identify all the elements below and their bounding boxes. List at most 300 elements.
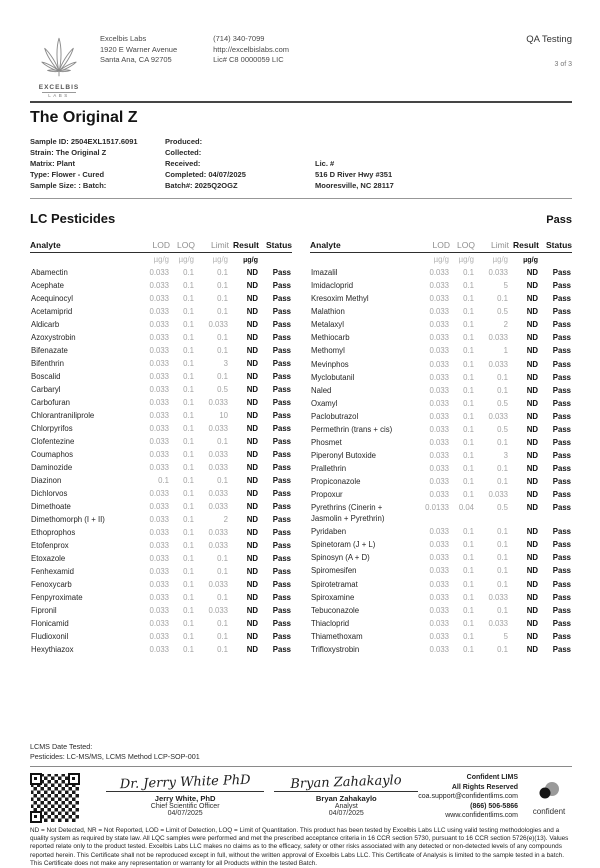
analyte-name: Phosmet bbox=[311, 437, 342, 447]
signer-title: Analyst bbox=[334, 803, 358, 810]
lod-value: 0.033 bbox=[149, 268, 169, 277]
limit-value: 0.033 bbox=[208, 463, 228, 472]
loq-value: 0.1 bbox=[183, 346, 194, 355]
loq-value: 0.1 bbox=[183, 294, 194, 303]
limit-value: 0.1 bbox=[497, 644, 508, 654]
col-header-result: Result bbox=[509, 240, 539, 253]
col-header-result: Result bbox=[229, 240, 259, 253]
result-value: ND bbox=[246, 411, 258, 420]
status-value: Pass bbox=[272, 333, 291, 342]
sample-info-col1 bbox=[30, 136, 165, 191]
status-value: Pass bbox=[552, 320, 571, 330]
lod-value: 0.033 bbox=[429, 553, 449, 563]
lims-email: coa.support@confidentlims.com bbox=[418, 793, 518, 800]
analyte-name: Diazinon bbox=[31, 476, 62, 485]
signature-script-cso: Dr. Jerry White PhD bbox=[119, 772, 251, 793]
loq-value: 0.1 bbox=[463, 294, 474, 304]
limit-value: 0.033 bbox=[488, 490, 508, 500]
result-value: ND bbox=[246, 515, 258, 524]
status-value: Pass bbox=[272, 463, 291, 472]
lod-value: 0.033 bbox=[149, 346, 169, 355]
lod-value: 0.033 bbox=[149, 515, 169, 524]
table-row bbox=[310, 279, 572, 292]
excelbis-logo bbox=[30, 34, 88, 98]
limit-value: 0.1 bbox=[217, 476, 228, 485]
loq-value: 0.1 bbox=[463, 490, 474, 500]
loq-value: 0.1 bbox=[463, 268, 474, 278]
lod-value: 0.033 bbox=[429, 268, 449, 278]
result-value: ND bbox=[526, 464, 538, 473]
status-value: Pass bbox=[552, 592, 571, 602]
table-row bbox=[30, 305, 292, 318]
result-value: ND bbox=[246, 398, 258, 407]
loq-value: 0.1 bbox=[463, 605, 474, 615]
table-row bbox=[310, 397, 572, 410]
analyte-name: Acequinocyl bbox=[31, 294, 74, 303]
limit-value: 0.1 bbox=[217, 567, 228, 576]
loq-value: 0.04 bbox=[458, 503, 474, 513]
lod-value: 0.033 bbox=[149, 632, 169, 641]
lims-name: Confident LIMS bbox=[466, 774, 518, 781]
signature-script-analyst: Bryan Zahakaylo bbox=[290, 773, 403, 792]
status-value: Pass bbox=[552, 490, 571, 500]
result-value: ND bbox=[526, 450, 538, 460]
result-value: ND bbox=[526, 424, 538, 434]
limit-value: 0.1 bbox=[217, 307, 228, 316]
limit-value: 0.1 bbox=[497, 294, 508, 304]
limit-value: 0.1 bbox=[497, 464, 508, 473]
limit-value: 0.033 bbox=[208, 320, 228, 329]
table-row bbox=[310, 525, 572, 538]
result-value: ND bbox=[246, 307, 258, 316]
analyte-name: Methiocarb bbox=[311, 333, 350, 343]
lod-value: 0.033 bbox=[149, 593, 169, 602]
limit-value: 0.033 bbox=[208, 606, 228, 615]
status-value: Pass bbox=[272, 502, 291, 511]
lod-value: 0.033 bbox=[429, 464, 449, 473]
status-value: Pass bbox=[552, 503, 571, 513]
analyte-name: Propiconazole bbox=[311, 477, 361, 487]
footer-divider bbox=[30, 766, 572, 767]
result-value: ND bbox=[526, 411, 538, 421]
limit-value: 0.033 bbox=[488, 592, 508, 602]
table-row bbox=[310, 305, 572, 318]
analyte-name: Fipronil bbox=[31, 606, 57, 615]
lod-value: 0.033 bbox=[149, 320, 169, 329]
table-row bbox=[310, 564, 572, 577]
limit-value: 2 bbox=[503, 320, 508, 330]
table-row bbox=[310, 410, 572, 423]
unit-loq: µg/g bbox=[178, 255, 194, 264]
spacer-line bbox=[315, 147, 572, 158]
analyte-name: Carbofuran bbox=[31, 398, 71, 407]
limit-value: 1 bbox=[503, 346, 508, 356]
table-row bbox=[30, 604, 292, 617]
table-row bbox=[30, 552, 292, 565]
table-row bbox=[30, 396, 292, 409]
result-value: ND bbox=[526, 553, 538, 563]
limit-value: 0.033 bbox=[208, 489, 228, 498]
signer-name: Jerry White, PhD bbox=[154, 794, 216, 803]
status-value: Pass bbox=[552, 553, 571, 563]
result-value: ND bbox=[526, 527, 538, 537]
analyte-name: Tebuconazole bbox=[311, 605, 360, 615]
loq-value: 0.1 bbox=[183, 476, 194, 485]
analyte-table-right bbox=[310, 240, 572, 656]
result-value: ND bbox=[246, 346, 258, 355]
method-block bbox=[30, 742, 572, 761]
loq-value: 0.1 bbox=[183, 372, 194, 381]
status-value: Pass bbox=[272, 320, 291, 329]
limit-value: 0.1 bbox=[217, 632, 228, 641]
status-value: Pass bbox=[552, 398, 571, 408]
col-header-loq: LOQ bbox=[450, 240, 475, 253]
result-value: ND bbox=[246, 593, 258, 602]
status-value: Pass bbox=[552, 424, 571, 434]
sample-id: Sample ID: 2504EXL1517.6091 bbox=[30, 137, 138, 146]
limit-value: 0.5 bbox=[497, 424, 508, 434]
limit-value: 0.1 bbox=[217, 372, 228, 381]
limit-value: 0.5 bbox=[497, 503, 508, 513]
limit-value: 0.1 bbox=[217, 437, 228, 446]
table-row bbox=[30, 383, 292, 396]
limit-value: 0.1 bbox=[497, 566, 508, 576]
status-value: Pass bbox=[272, 476, 291, 485]
confident-wordmark: confident bbox=[532, 807, 566, 816]
spacer-line bbox=[315, 136, 572, 147]
table-row bbox=[310, 423, 572, 436]
result-value: ND bbox=[246, 437, 258, 446]
lab-address-line1: 1920 E Warner Avenue bbox=[100, 44, 178, 54]
analyte-name: Myclobutanil bbox=[311, 372, 355, 382]
table-row bbox=[310, 578, 572, 591]
table-row bbox=[30, 409, 292, 422]
result-value: ND bbox=[526, 605, 538, 615]
table-row bbox=[310, 462, 572, 475]
limit-value: 5 bbox=[503, 631, 508, 641]
table-row bbox=[30, 526, 292, 539]
limit-value: 0.033 bbox=[208, 502, 228, 511]
table-row bbox=[30, 513, 292, 526]
status-value: Pass bbox=[272, 554, 291, 563]
qr-finder-icon bbox=[30, 773, 42, 785]
analyte-name: Naled bbox=[311, 385, 332, 395]
col-header-analyte: Analyte bbox=[310, 240, 414, 253]
status-value: Pass bbox=[272, 411, 291, 420]
unit-loq: µg/g bbox=[458, 255, 474, 264]
collected: Collected: bbox=[165, 148, 202, 157]
status-value: Pass bbox=[272, 593, 291, 602]
result-value: ND bbox=[526, 268, 538, 278]
completed: Completed: 04/07/2025 bbox=[165, 170, 246, 179]
table-header bbox=[30, 240, 292, 253]
sample-info-divider bbox=[30, 198, 572, 199]
analyte-name: Permethrin (trans + cis) bbox=[311, 424, 393, 434]
analyte-name: Chlorantraniliprole bbox=[31, 411, 95, 420]
table-row bbox=[30, 292, 292, 305]
result-value: ND bbox=[526, 398, 538, 408]
result-value: ND bbox=[526, 618, 538, 628]
table-row bbox=[30, 357, 292, 370]
limit-value: 3 bbox=[223, 359, 228, 368]
lod-value: 0.033 bbox=[149, 606, 169, 615]
result-value: ND bbox=[246, 281, 258, 290]
result-value: ND bbox=[526, 490, 538, 500]
status-value: Pass bbox=[272, 619, 291, 628]
analyte-name: Clofentezine bbox=[31, 437, 75, 446]
section-title: LC Pesticides bbox=[30, 211, 116, 226]
lod-value: 0.033 bbox=[149, 424, 169, 433]
status-value: Pass bbox=[552, 307, 571, 317]
table-row bbox=[310, 630, 572, 643]
limit-value: 0.033 bbox=[488, 411, 508, 421]
status-value: Pass bbox=[272, 645, 291, 654]
table-row bbox=[310, 371, 572, 384]
status-value: Pass bbox=[272, 580, 291, 589]
analyte-name: Coumaphos bbox=[31, 450, 74, 459]
analyte-name: Methomyl bbox=[311, 346, 345, 356]
table-row bbox=[310, 292, 572, 305]
table-row bbox=[310, 538, 572, 551]
analyte-name: Thiacloprid bbox=[311, 618, 350, 628]
result-value: ND bbox=[246, 632, 258, 641]
limit-value: 0.5 bbox=[497, 307, 508, 317]
loq-value: 0.1 bbox=[463, 398, 474, 408]
limit-value: 0.1 bbox=[217, 281, 228, 290]
sample-info-col3 bbox=[315, 136, 572, 191]
lims-block bbox=[418, 773, 518, 821]
unit-blank bbox=[539, 253, 572, 267]
lab-license: Lic# C8 0000059 LIC bbox=[213, 55, 284, 64]
table-row bbox=[310, 643, 572, 656]
result-value: ND bbox=[526, 566, 538, 576]
status-value: Pass bbox=[272, 515, 291, 524]
result-value: ND bbox=[526, 579, 538, 589]
status-value: Pass bbox=[552, 540, 571, 550]
limit-value: 0.1 bbox=[217, 619, 228, 628]
result-value: ND bbox=[526, 281, 538, 291]
loq-value: 0.1 bbox=[463, 281, 474, 291]
analyte-name: Bifenazate bbox=[31, 346, 68, 355]
lcms-date-tested-label: LCMS Date Tested: bbox=[30, 742, 93, 751]
lod-value: 0.033 bbox=[149, 450, 169, 459]
limit-value: 3 bbox=[503, 450, 508, 460]
table-row bbox=[30, 370, 292, 383]
loq-value: 0.1 bbox=[463, 437, 474, 447]
table-row bbox=[310, 344, 572, 357]
loq-value: 0.1 bbox=[463, 450, 474, 460]
disclaimer-text: ND = Not Detected, NR = Not Reported, LOD = Limit of Detection, LOQ = Limit of Quantitation. This product has been tested by Excelbis Labs LLC using valid testing methodologies and a quality system as required by state law. All LQC samples were performed and met the prescribed acceptance criteria in 16 CCR section 5730, pursuant to 16 CCR section 5726(e)(13). Values reported relate only to the product tested. Excelbis Labs LLC makes no claims as to the efficacy, safety or other risks associated with any detected or non-detected levels of any compounds reported herein. This Certificate shall not be reproduced except in full, without the written approval of Excelbis Labs LLC. This Certificate of Analysis is limited to the sample tested in a batch. This Certificate does not make any representation or warranty for all Products within the tested Batch. bbox=[30, 827, 569, 867]
limit-value: 0.033 bbox=[488, 618, 508, 628]
status-value: Pass bbox=[552, 566, 571, 576]
lab-address-line2: Santa Ana, CA 92705 bbox=[100, 55, 172, 64]
loq-value: 0.1 bbox=[183, 489, 194, 498]
result-value: ND bbox=[526, 437, 538, 447]
limit-value: 0.1 bbox=[497, 437, 508, 447]
loq-value: 0.1 bbox=[183, 268, 194, 277]
result-value: ND bbox=[526, 503, 538, 513]
loq-value: 0.1 bbox=[183, 502, 194, 511]
loq-value: 0.1 bbox=[463, 579, 474, 589]
lod-value: 0.033 bbox=[149, 502, 169, 511]
table-row bbox=[30, 474, 292, 487]
lab-website: http://excelbislabs.com bbox=[213, 44, 290, 54]
analyte-name: Boscalid bbox=[31, 372, 61, 381]
status-value: Pass bbox=[272, 307, 291, 316]
status-value: Pass bbox=[552, 411, 571, 421]
status-value: Pass bbox=[552, 372, 571, 382]
table-row bbox=[30, 318, 292, 331]
analyte-name: Spinetoram (J + L) bbox=[311, 540, 376, 550]
loq-value: 0.1 bbox=[183, 333, 194, 342]
status-value: Pass bbox=[552, 464, 571, 473]
loq-value: 0.1 bbox=[183, 645, 194, 654]
status-value: Pass bbox=[272, 359, 291, 368]
pesticides-tables bbox=[30, 240, 572, 656]
confident-logo bbox=[526, 781, 572, 816]
analyte-name: Piperonyl Butoxide bbox=[311, 450, 377, 460]
limit-value: 0.1 bbox=[217, 645, 228, 654]
status-value: Pass bbox=[272, 385, 291, 394]
table-row bbox=[310, 475, 572, 488]
limit-value: 0.033 bbox=[208, 580, 228, 589]
result-value: ND bbox=[246, 463, 258, 472]
limit-value: 0.1 bbox=[497, 605, 508, 615]
lod-value: 0.033 bbox=[429, 540, 449, 550]
lod-value: 0.033 bbox=[429, 398, 449, 408]
lims-website: www.confidentlims.com bbox=[445, 812, 518, 819]
result-value: ND bbox=[246, 359, 258, 368]
lod-value: 0.033 bbox=[429, 566, 449, 576]
section-head bbox=[30, 211, 572, 226]
limit-value: 0.1 bbox=[497, 385, 508, 395]
lab-name: Excelbis Labs bbox=[100, 34, 147, 43]
lod-value: 0.033 bbox=[429, 411, 449, 421]
analyte-name: Azoxystrobin bbox=[31, 333, 76, 342]
result-value: ND bbox=[246, 268, 258, 277]
table-row bbox=[30, 565, 292, 578]
col-header-lod: LOD bbox=[414, 240, 450, 253]
status-value: Pass bbox=[552, 294, 571, 304]
lod-value: 0.033 bbox=[149, 411, 169, 420]
page-title: The Original Z bbox=[30, 109, 138, 126]
sample-info-col2 bbox=[165, 136, 315, 191]
status-value: Pass bbox=[272, 567, 291, 576]
lod-value: 0.033 bbox=[429, 592, 449, 602]
loq-value: 0.1 bbox=[463, 307, 474, 317]
analyte-name: Dimethoate bbox=[31, 502, 71, 511]
loq-value: 0.1 bbox=[183, 580, 194, 589]
status-value: Pass bbox=[552, 631, 571, 641]
table-row bbox=[310, 358, 572, 371]
result-value: ND bbox=[246, 528, 258, 537]
analyte-name: Abamectin bbox=[31, 268, 68, 277]
analyte-name: Bifenthrin bbox=[31, 359, 64, 368]
result-value: ND bbox=[526, 644, 538, 654]
status-value: Pass bbox=[272, 528, 291, 537]
status-value: Pass bbox=[552, 359, 571, 369]
unit-blank bbox=[259, 253, 292, 267]
col-header-lod: LOD bbox=[134, 240, 170, 253]
unit-blank bbox=[310, 253, 414, 267]
lcms-method-line: Pesticides: LC-MS/MS, LCMS Method LCP-SOP-001 bbox=[30, 751, 200, 761]
loq-value: 0.1 bbox=[183, 554, 194, 563]
analyte-name: Imazalil bbox=[311, 268, 338, 278]
analyte-name: Carbaryl bbox=[31, 385, 61, 394]
table-row bbox=[30, 422, 292, 435]
col-header-analyte: Analyte bbox=[30, 240, 134, 253]
signer-name: Bryan Zahakaylo bbox=[315, 794, 377, 803]
qr-code bbox=[30, 773, 80, 823]
unit-limit: µg/g bbox=[492, 255, 508, 264]
loq-value: 0.1 bbox=[183, 463, 194, 472]
analyte-name: Oxamyl bbox=[311, 398, 338, 408]
result-value: ND bbox=[246, 476, 258, 485]
result-value: ND bbox=[246, 294, 258, 303]
analyte-name: Kresoxim Methyl bbox=[311, 294, 369, 304]
lod-value: 0.033 bbox=[429, 281, 449, 291]
loq-value: 0.1 bbox=[183, 398, 194, 407]
result-value: ND bbox=[526, 477, 538, 487]
status-value: Pass bbox=[552, 450, 571, 460]
lod-value: 0.033 bbox=[429, 618, 449, 628]
loq-value: 0.1 bbox=[183, 281, 194, 290]
unit-lod: µg/g bbox=[153, 255, 169, 264]
analyte-name: Spinosyn (A + D) bbox=[311, 553, 370, 563]
table-row bbox=[310, 384, 572, 397]
lod-value: 0.0133 bbox=[425, 503, 449, 513]
col-header-limit: Limit bbox=[195, 240, 229, 253]
loq-value: 0.1 bbox=[463, 333, 474, 343]
analyte-name: Mevinphos bbox=[311, 359, 349, 369]
loq-value: 0.1 bbox=[183, 320, 194, 329]
status-value: Pass bbox=[552, 605, 571, 615]
lod-value: 0.033 bbox=[149, 489, 169, 498]
lims-phone: (866) 506-5866 bbox=[470, 802, 518, 810]
analyte-name: Hexythiazox bbox=[31, 645, 74, 654]
analyte-name: Fludioxonil bbox=[31, 632, 69, 641]
limit-value: 0.1 bbox=[217, 294, 228, 303]
lod-value: 0.033 bbox=[149, 359, 169, 368]
unit-result: µg/g bbox=[243, 255, 258, 264]
result-value: ND bbox=[246, 541, 258, 550]
loq-value: 0.1 bbox=[463, 566, 474, 576]
table-row bbox=[30, 279, 292, 292]
table-row bbox=[310, 449, 572, 462]
sample-info bbox=[30, 136, 572, 191]
header-divider bbox=[30, 101, 572, 103]
status-value: Pass bbox=[552, 477, 571, 487]
analyte-name: Dimethomorph (I + II) bbox=[31, 515, 105, 524]
status-value: Pass bbox=[552, 385, 571, 395]
lod-value: 0.033 bbox=[429, 424, 449, 434]
limit-value: 5 bbox=[503, 281, 508, 291]
limit-value: 0.033 bbox=[488, 268, 508, 278]
limit-value: 0.1 bbox=[497, 579, 508, 589]
table-row bbox=[310, 501, 572, 525]
analyte-name: Etofenprox bbox=[31, 541, 69, 550]
result-value: ND bbox=[246, 580, 258, 589]
result-value: ND bbox=[526, 307, 538, 317]
qa-block bbox=[526, 34, 572, 68]
lod-value: 0.033 bbox=[429, 477, 449, 487]
limit-value: 0.1 bbox=[497, 372, 508, 382]
lod-value: 0.033 bbox=[429, 579, 449, 589]
result-value: ND bbox=[246, 489, 258, 498]
table-row bbox=[310, 551, 572, 564]
lod-value: 0.033 bbox=[149, 333, 169, 342]
lod-value: 0.033 bbox=[149, 567, 169, 576]
